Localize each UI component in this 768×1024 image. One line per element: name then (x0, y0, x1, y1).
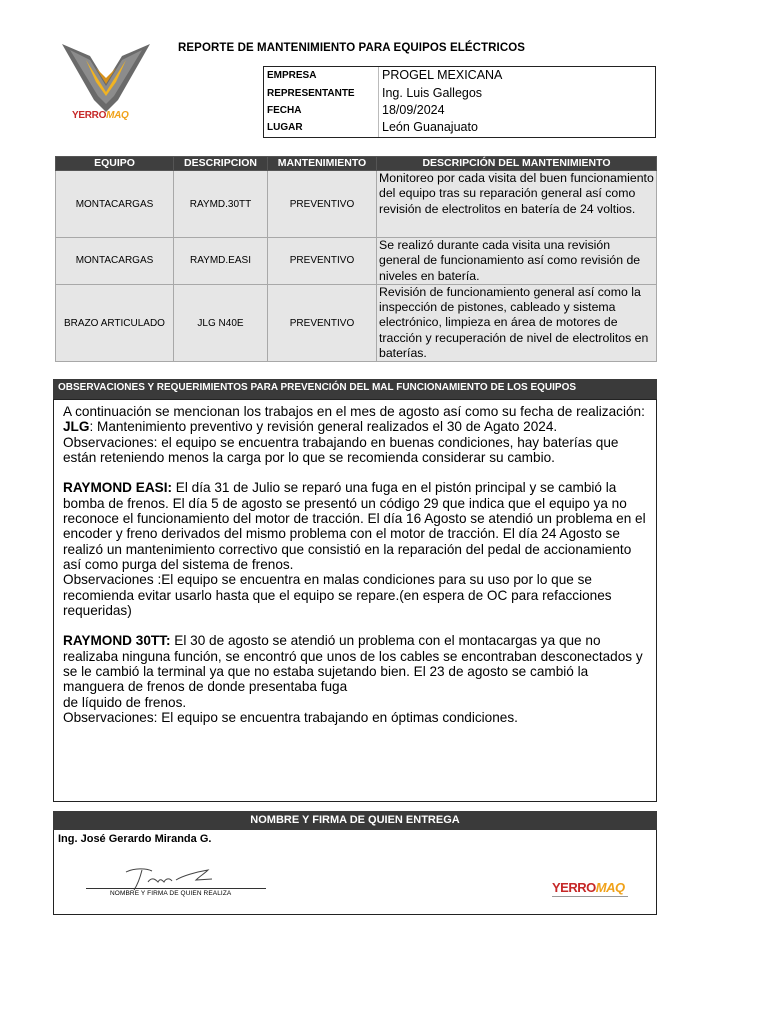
table-row (56, 238, 657, 285)
observations-text (63, 404, 651, 725)
signature-line (86, 888, 266, 889)
info-row (264, 67, 655, 85)
info-label: LUGAR (267, 122, 303, 133)
jlg-entry (63, 419, 651, 434)
jlg-observation: Observaciones: el equipo se encuentra trabajando en buenas condiciones, hay baterías que están reteniendo menos la carga por lo que se recomienda considerar su cambio. (63, 434, 619, 465)
company-logo-small (552, 880, 642, 902)
easi-observation: Observaciones :El equipo se encuentra en malas condiciones para su uso por lo que se recomienda evitar usarlo hasta que el equipo se repare.(en espera de OC para refacciones requeridas) (63, 572, 612, 618)
detalle-cell: Revisión de funcionamiento general así como la inspección de pistones, cableado y sistema electrónico, limpieza en área de motores de tracción y recuperación de nivel de electrolitos en baterías. (377, 284, 657, 361)
table-row (56, 284, 657, 361)
column-header: DESCRIPCIÓN DEL MANTENIMIENTO (377, 157, 657, 171)
equipo-cell: BRAZO ARTICULADO (56, 284, 174, 361)
table-row (56, 171, 657, 238)
logo-text: YERRO (552, 880, 596, 895)
30tt-text-continued: de líquido de frenos. (63, 694, 187, 710)
info-row (264, 85, 655, 103)
30tt-entry (63, 633, 651, 694)
company-logo (56, 38, 156, 128)
report-title: REPORTE DE MANTENIMIENTO PARA EQUIPOS ELÉCTRICOS (178, 42, 526, 54)
signature-heading: NOMBRE Y FIRMA DE QUIEN ENTREGA (53, 811, 657, 830)
detalle-cell: Monitoreo por cada visita del buen funcionamiento del equipo tras su reparación general así como revisión de electrolitos en batería de 24 voltios. (377, 171, 657, 238)
easi-text: El día 31 de Julio se reparó una fuga en el pistón principal y se cambió la bomba de frenos. El día 5 de agosto se presentó un código 29 que indica que el equipo ya no reconoce el funcionamiento del motor de tracción. El día 16 Agosto se atendió un problema en el encoder y freno derivados del mismo problema con el motor de tracción. El día 24 Agosto se realizó un mantenimiento correctivo que consistió en la reparación del pedal de accionamiento así como purga del sistema de frenos. (63, 480, 646, 572)
30tt-text: El 30 de agosto se atendió un problema con el montacargas ya que no realizaba ninguna función, se encontró que unos de los cables se encontraban desconectados y se le cambió la terminal ya que no estaba sujetando bien. El 23 de agosto se cambió la manguera de frenos de donde presentaba fuga (63, 633, 643, 695)
column-header: MANTENIMIENTO (268, 157, 377, 171)
equipo-cell: MONTACARGAS (56, 171, 174, 238)
descripcion-cell: JLG N40E (174, 284, 268, 361)
table-header-row (56, 157, 657, 171)
info-value: 18/09/2024 (382, 103, 445, 117)
column-header: DESCRIPCION (174, 157, 268, 171)
easi-label: RAYMOND EASI: (63, 480, 173, 496)
info-value: León Guanajuato (382, 120, 478, 134)
mantenimiento-cell: PREVENTIVO (268, 284, 377, 361)
observations-intro: A continuación se mencionan los trabajos en el mes de agosto así como su fecha de realización: (63, 404, 645, 419)
signer-name: Ing. José Gerardo Miranda G. (58, 833, 212, 845)
easi-entry (63, 480, 651, 572)
descripcion-cell: RAYMD.EASI (174, 238, 268, 285)
logo-text: YERRO (72, 110, 107, 121)
info-value: Ing. Luis Gallegos (382, 86, 483, 100)
info-label: REPRESENTANTE (267, 88, 355, 99)
mantenimiento-cell: PREVENTIVO (268, 171, 377, 238)
info-row (264, 119, 655, 137)
mantenimiento-cell: PREVENTIVO (268, 238, 377, 285)
jlg-label: JLG (63, 419, 90, 435)
info-value: PROGEL MEXICANA (382, 68, 503, 82)
company-info-box (263, 66, 656, 138)
logo-text-accent: MAQ (106, 110, 129, 121)
equipment-table (55, 156, 657, 362)
observations-heading: OBSERVACIONES Y REQUERIMIENTOS PARA PREVENCIÓN DEL MAL FUNCIONAMIENTO DE LOS EQUIPOS (53, 379, 657, 399)
30tt-observation: Observaciones: El equipo se encuentra trabajando en óptimas condiciones. (63, 709, 518, 725)
info-row (264, 102, 655, 120)
jlg-text: : Mantenimiento preventivo y revisión general realizados el 30 de Agato 2024. (89, 419, 558, 435)
detalle-cell: Se realizó durante cada visita una revisión general de funcionamiento así como revisión de niveles en batería. (377, 238, 657, 285)
30tt-label: RAYMOND 30TT: (63, 633, 171, 649)
equipo-cell: MONTACARGAS (56, 238, 174, 285)
signature-caption: NOMBRE Y FIRMA DE QUIEN REALIZA (110, 890, 232, 897)
descripcion-cell: RAYMD.30TT (174, 171, 268, 238)
logo-text-accent: MAQ (595, 880, 625, 895)
info-label: EMPRESA (267, 70, 317, 81)
info-label: FECHA (267, 105, 302, 116)
column-header: EQUIPO (56, 157, 174, 171)
